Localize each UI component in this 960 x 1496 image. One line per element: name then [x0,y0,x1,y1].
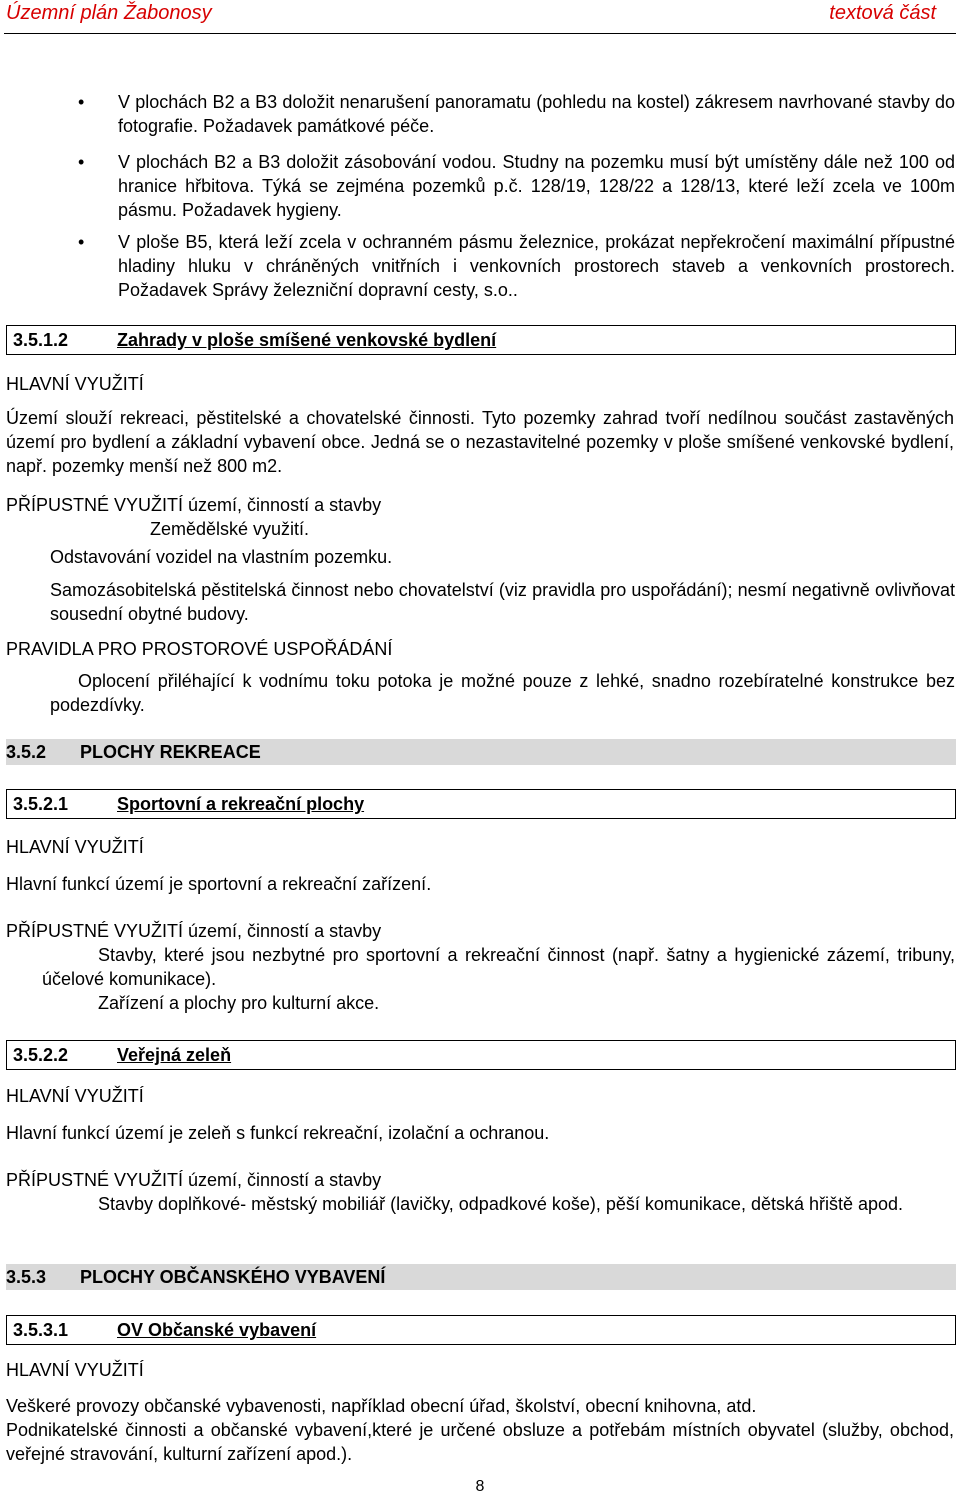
spatial-rules-text: Oplocení přiléhající k vodnímu toku potoka je možné pouze z lehké, snadno rozebíratelné konstrukce bez podezdívky. [50,671,955,715]
main-use-heading: HLAVNÍ VYUŽITÍ [6,374,144,394]
allowed-use-item: Odstavování vozidel na vlastním pozemku. [50,547,393,567]
document-title: Územní plán Žabonosy [6,2,212,24]
main-use-heading: HLAVNÍ VYUŽITÍ [6,1086,144,1106]
main-use-heading: HLAVNÍ VYUŽITÍ [6,1360,144,1380]
document-part: textová část [829,2,936,24]
section-heading-352: 3.5.2 PLOCHY REKREACE [6,739,956,765]
header-divider [4,33,956,34]
section-heading-3512: 3.5.1.2 Zahrady v ploše smíšené venkovské bydlení [6,325,956,355]
page-number: 8 [475,1478,485,1495]
section-heading-3531: 3.5.3.1 OV Občanské vybavení [6,1315,956,1345]
main-use-text: Veškeré provozy občanské vybavenosti, například obecní úřad, školství, obecní knihovna, atd. [6,1396,757,1416]
section-heading-3522: 3.5.2.2 Veřejná zeleň [6,1040,956,1070]
section-heading-353: 3.5.3 PLOCHY OBČANSKÉHO VYBAVENÍ [6,1264,956,1290]
main-use-text: Hlavní funkcí území je zeleň s funkcí rekreační, izolační a ochranou. [6,1123,550,1143]
page-header [0,0,960,34]
bullet-icon: • [78,152,85,172]
bullet-icon: • [78,92,85,112]
section-heading-3521: 3.5.2.1 Sportovní a rekreační plochy [6,789,956,819]
allowed-use-item: Zařízení a plochy pro kulturní akce. [98,993,380,1013]
allowed-use-item: Stavby doplňkové- městský mobiliář (lavičky, odpadkové koše), pěší komunikace, dětská hřiště apod. [98,1194,904,1214]
spatial-rules-heading: PRAVIDLA PRO PROSTOROVÉ USPOŘÁDÁNÍ [6,639,393,659]
requirements-list [78,90,955,314]
allowed-use-heading: PŘÍPUSTNÉ VYUŽITÍ území, činností a stavby [6,495,382,515]
list-item: • V plochách B2 a B3 doložit nenarušení panoramatu (pohledu na kostel) zákresem navrhované stavby do fotografie. Požadavek památkové péče. [78,92,955,136]
allowed-use-heading: PŘÍPUSTNÉ VYUŽITÍ území, činností a stavby [6,1170,382,1190]
main-use-heading: HLAVNÍ VYUŽITÍ [6,837,144,857]
allowed-use-heading: PŘÍPUSTNÉ VYUŽITÍ území, činností a stavby [6,921,382,941]
allowed-use-item: Stavby, které jsou nezbytné pro sportovní a rekreační činnost (např. šatny a hygienické zázemí, tribuny, účelové komunikace). [42,945,955,989]
main-use-text: Podnikatelské činnosti a občanské vybavení,které je určené obsluze a potřebám místních obyvatel (služby, obchod, veřejné stravování, kulturní zařízení apod.). [6,1420,954,1464]
allowed-use-item: Zemědělské využití. [150,519,310,539]
allowed-use-item: Samozásobitelská pěstitelská činnost nebo chovatelství (viz pravidla pro uspořádání); nesmí negativně ovlivňovat sousední obytné budovy. [50,580,955,624]
main-use-text: Území slouží rekreaci, pěstitelské a chovatelské činnosti. Tyto pozemky zahrad tvoří nedílnou součást zastavěných území pro bydlení a základní vybavení obce. Jedná se o nezastavitelné pozemky v ploše smíšené venkovské bydlení, např. pozemky menší než 800 m2. [6,408,954,476]
main-use-text: Hlavní funkcí území je sportovní a rekreační zařízení. [6,874,432,894]
bullet-icon: • [78,232,85,252]
list-item: • V ploše B5, která leží zcela v ochranném pásmu železnice, prokázat nepřekročení maximální přípustné hladiny hluku v chráněných vnitřních i venkovních prostorech staveb a venkovních prostorech. Požadavek Správy železniční dopravní cesty, s.o.. [78,232,955,300]
list-item: • V plochách B2 a B3 doložit zásobování vodou. Studny na pozemku musí být umístěny dále než 100 od hranice hřbitova. Týká se zejména pozemků p.č. 128/19, 128/22 a 128/13, které leží zcela ve 100m pásmu. Požadavek hygieny. [78,152,955,220]
